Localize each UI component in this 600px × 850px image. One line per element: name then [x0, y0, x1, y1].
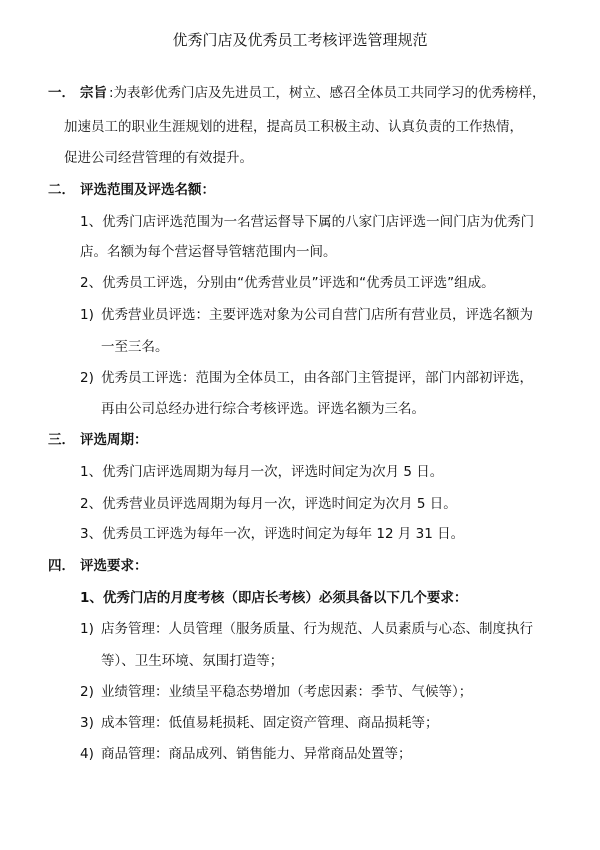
paragraph-line: 店。名额为每个营运督导管辖范围内一间。 [80, 244, 337, 260]
section-number: 二． [48, 182, 75, 198]
section-number: 四． [48, 558, 75, 574]
paragraph-line: 优秀员工评选：范围为全体员工，由各部门主管提评，部门内部初评选， [101, 370, 533, 386]
list-label: 2) [80, 370, 94, 386]
list-label: 3) [80, 715, 94, 731]
paragraph-line: 加速员工的职业生涯规划的进程，提高员工积极主动、认真负责的工作热情， [64, 119, 523, 135]
paragraph-line: 商品管理：商品成列、销售能力、异常商品处置等； [101, 746, 412, 762]
paragraph-line: 3、优秀员工评选为每年一次，评选时间定为每年 12 月 31 日。 [80, 526, 465, 542]
paragraph-line: :为表彰优秀门店及先进员工，树立、感召全体员工共同学习的优秀榜样， [109, 85, 546, 101]
list-label: 1) [80, 621, 94, 637]
document-title: 优秀门店及优秀员工考核评选管理规范 [172, 31, 428, 49]
paragraph-line: 2、优秀员工评选，分别由“优秀营业员”评选和“优秀员工评选”组成。 [80, 275, 495, 291]
paragraph-line: 再由公司总经办进行综合考核评选。评选名额为三名。 [101, 401, 425, 417]
list-label: 2) [80, 684, 94, 700]
paragraph-line: 等）、卫生环境、氛围打造等； [101, 653, 284, 669]
list-label: 1) [80, 307, 94, 323]
paragraph-line: 1、优秀门店评选周期为每月一次，评选时间定为次月 5 日。 [80, 464, 444, 480]
paragraph-line: 成本管理：低值易耗损耗、固定资产管理、商品损耗等； [101, 715, 439, 731]
paragraph-line: 促进公司经营管理的有效提升。 [64, 150, 253, 166]
section-number: 一． [48, 85, 75, 101]
sub-heading: 1、优秀门店的月度考核（即店长考核）必须具备以下几个要求： [80, 590, 468, 606]
section-number: 三． [48, 432, 75, 448]
section-heading: 宗旨 [80, 85, 107, 101]
paragraph-line: 店务管理：人员管理（服务质量、行为规范、人员素质与心态、制度执行 [101, 621, 533, 637]
paragraph-line: 业绩管理：业绩呈平稳态势增加（考虑因素：季节、气候等）； [101, 684, 473, 700]
list-label: 4) [80, 746, 94, 762]
section-heading: 评选要求： [80, 558, 148, 574]
paragraph-line: 2、优秀营业员评选周期为每月一次，评选时间定为次月 5 日。 [80, 496, 457, 512]
section-heading: 评选范围及评选名额： [80, 182, 215, 198]
section-heading: 评选周期： [80, 432, 148, 448]
paragraph-line: 1、优秀门店评选范围为一名营运督导下属的八家门店评选一间门店为优秀门 [80, 214, 535, 230]
paragraph-line: 一至三名。 [101, 339, 169, 355]
paragraph-line: 优秀营业员评选：主要评选对象为公司自营门店所有营业员，评选名额为 [101, 307, 533, 323]
